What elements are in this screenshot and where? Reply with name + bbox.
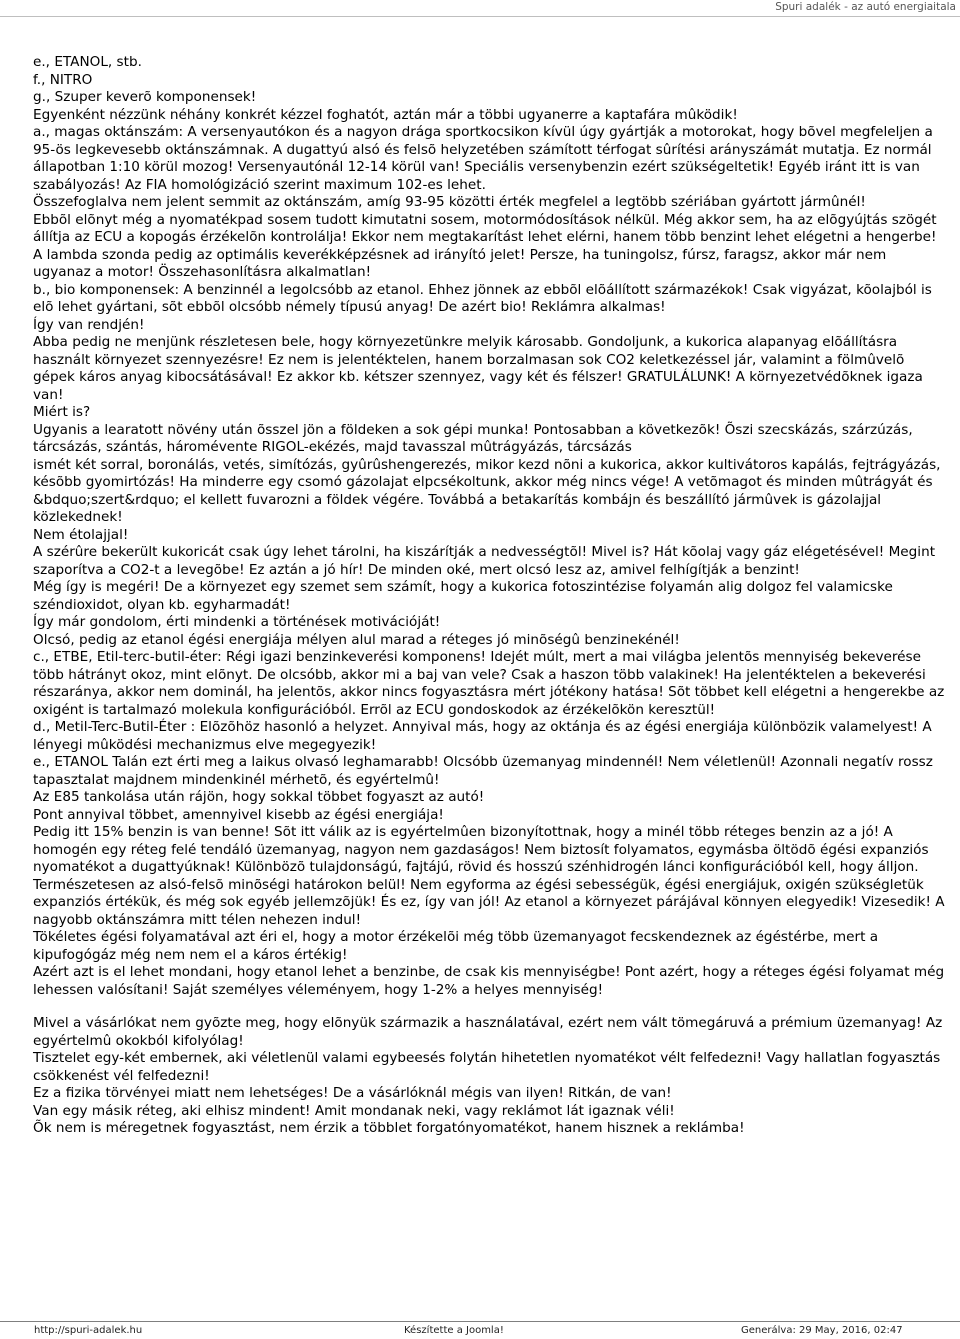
paragraph: Nem étolajjal! — [33, 526, 129, 543]
page-header — [0, 0, 960, 17]
paragraph: d., Metil-Terc-Butil-Éter : Elõzõhöz hasonló a helyzet. Annyival más, hogy az oktánja és az égési energiája különbözik valamelyest! A lényegi mûködési mechanizmus elve megegyezik! — [33, 719, 932, 753]
paragraph: Még így is megéri! De a környezet egy szemet sem számít, hogy a kukorica fotoszintézise folyamán alig dolgoz fel valamicske széndioxidot, olyan kb. egyharmadát! — [33, 579, 893, 613]
article-body — [33, 54, 948, 1138]
header-title: Spuri adalék - az autó energiaitala — [775, 1, 956, 13]
paragraph: Mivel a vásárlókat nem gyõzte meg, hogy elõnyük származik a használatával, ezért nem vált tömegáruvá a prémium üzemanyag! Az egyértelmû okokból kifolyólag! — [33, 1015, 943, 1049]
paragraph: Így van rendjén! — [33, 316, 145, 333]
paragraph: Összefoglalva nem jelent semmit az oktánszám, amíg 93-95 közötti érték megfelel a legtöbb szériában gyártott jármûnél! — [33, 194, 866, 210]
paragraph: Tökéletes égési folyamatával azt éri el, hogy a motor érzékelõi még több üzemanyagot fecskendeznek az égéstérbe, mert a kipufogógáz még nem nem el a káros értékig! — [33, 929, 879, 963]
paragraph: Õk nem is méregetnek fogyasztást, nem érzik a többlet forgatónyomatékot, hanem hisznek a reklámba! — [33, 1120, 745, 1136]
footer-credit: Készítette a Joomla! — [404, 1325, 504, 1336]
paragraph: e., ETANOL Talán ezt érti meg a laikus olvasó leghamarabb! Olcsóbb üzemanyag mindennél! Nem véletlenül! Azonnali negatív rossz tapasztalat majdnem mindenkinél mérhetõ, és egyértelmû! — [33, 754, 933, 788]
paragraph-spacer — [33, 999, 948, 1015]
paragraph: f., NITRO — [33, 71, 93, 88]
page-footer — [0, 1321, 960, 1339]
paragraph: Ugyanis a learatott növény után õsszel jön a földeken a sok gépi munka! Pontosabban a következõk! Õszi szecskázás, szárzúzás, tárcsázás, szántás, háromévente RIGOL-ekézés, majd tavasszal mûtrágyázás, tárcsázás — [33, 421, 913, 455]
paragraph: Ebbõl elõnyt még a nyomatékpad sosem tudott kimutatni sosem, motormódosítások nélkül. Még akkor sem, ha az elõgyújtás szögét állítja az ECU a kopogás érzékelõn kontrolálja! Ekkor nem megtakarítást lehet elérni, hanem több benzint lehet elégetni a hengerbe! A lambda szonda pedig az optimális keverékképzésnek ad irányító jelet! Persze, ha tuningolsz, fúrsz, faragsz, akkor már nem ugyanaz a motor! Összehasonlításra alkalmatlan! — [33, 211, 937, 280]
paragraph: Miért is? — [33, 404, 91, 420]
footer-url: http://spuri-adalek.hu — [34, 1325, 143, 1336]
paragraph: Azért azt is el lehet mondani, hogy etanol lehet a benzinbe, de csak kis mennyiségbe! Pont azért, hogy a réteges égési folyamat még lehessen valósítani! Saját személyes véleményem, hogy 1-2% a helyes mennyiség! — [33, 964, 945, 998]
paragraph: ismét két sorral, boronálás, vetés, simítózás, gyûrûshengerezés, mikor kezd nõni a kukorica, akkor kultivátoros kapálás, fejtrágyázás, késõbb gyomirtózás! Ha minderre egy csomó gázolajat elpcsékoltunk, akkor még nincs vége! A vetõmagot és minden mûtrágyát és &bdquo;szert&rdquo; el kellett fuvarozni a földek végére. Továbbá a betakarítás kombájn és beszállító jármûvek is gázolajjal közlekednek! — [33, 456, 941, 525]
paragraph: Egyenként nézzünk néhány konkrét kézzel foghatót, aztán már a többi ugyanerre a kaptafára mûködik! — [33, 106, 738, 123]
footer-generated: Generálva: 29 May, 2016, 02:47 — [741, 1325, 903, 1336]
paragraph: Pedig itt 15% benzin is van benne! Sõt itt válik az is egyértelmûen bizonyítottnak, hogy a minél több réteges benzin az a jó! A homogén egy réteg felé tendáló üzemanyag, nagyon nem gazdaságos! Nem biztosít folyamatos, egymásba öltödõ égési expanziós nyomatékot a dugattyúknak! Különbözõ tulajdonságú, fajtájú, rövid és hosszú szénhidrogén lánci konfigurációból kell, hogy álljon. Természetesen az alsó-felsõ minõségi határokon belül! Nem egyforma az égési sebességük, égési energiájuk, oxigén szükségletük expanziós értékük, és még sok egyéb jellemzõjük! És ez, így van jól! Az etanol a környezet párájával könnyen elegyedik! Vizesedik! A nagyobb oktánszámra mitt télen nehezen indul! — [33, 824, 945, 928]
paragraph: Így már gondolom, érti mindenki a történések motivációját! — [33, 614, 441, 630]
paragraph: a., magas oktánszám: A versenyautókon és a nagyon drága sportkocsikon kívül úgy gyártják a motorokat, hogy bõvel megfeleljen a 95-ös legkevesebb oktánszámnak. A dugattyú alsó és felsõ helyzetében számított térfogat sûrítési arányszámát mutatja. Ez normál állapotban 1:10 körül mozog! Versenyautónál 12-14 körül van! Speciális versenybenzin ezért szükségeltetik! Egyéb iránt itt is van szabályozás! Az FIA homológizáció szerint maximum 102-es lehet. — [33, 124, 933, 193]
paragraph: A szérûre bekerült kukoricát csak úgy lehet tárolni, ha kiszárítják a nedvességtõl! Mivel is? Hát kõolaj vagy gáz elégetésével! Megint szaporítva a CO2-t a levegõbe! Ez aztán a jó hír! De minden oké, mert olcsó lesz az, amivel felhígítják a benzint! — [33, 544, 936, 578]
paragraph: Van egy másik réteg, aki elhisz mindent! Amit mondanak neki, vagy reklámot lát igaznak véli! — [33, 1102, 675, 1119]
paragraph: Az E85 tankolása után rájön, hogy sokkal többet fogyaszt az autó! — [33, 789, 485, 805]
paragraph: Pont annyival többet, amennyivel kisebb az égési energiája! — [33, 806, 444, 823]
paragraph: Abba pedig ne menjünk részletesen bele, hogy környezetünkre melyik károsabb. Gondoljunk, a kukorica alapanyag elõállításra használt környezet szennyezésre! Ez nem is jelentéktelen, hanem borzalmasan sok CO2 keletkezéssel jár, valamint a fölmûvelõ gépek káros anyag kibocsátásával! Ez akkor kb. kétszer szennyez, vagy két és félszer! GRATULÁLUNK! A környezetvédõknek igaza van! — [33, 334, 923, 403]
paragraph: c., ETBE, Etil-terc-butil-éter: Régi igazi benzinkeverési komponens! Idejét múlt, mert a mai világba jelentõs mennyiség bekeverése több hátrányt okoz, mint elõnyt. De olcsóbb, akkor mi a baj van vele? Csak a haszon több valakinek! Ha jelentéktelen a bekeverési részaránya, akkor nem dominál, ha jelentõs, akkor nincs fogyasztásra mért jótékony hatása! Sõt többet kell elégetni a hengerekbe az oxigént is tartalmazó molekula konfigurációból. Errõl az ECU gondoskodok az érzékelõkön keresztül! — [33, 649, 945, 718]
paragraph: b., bio komponensek: A benzinnél a legolcsóbb az etanol. Ehhez jönnek az ebbõl elõállított származékok! Csak vigyázat, kõolajból is elõ lehet gyártani, sõt ebbõl olcsóbb némely típusú anyag! De azért bio! Reklámra alkalmas! — [33, 281, 932, 315]
paragraph: Tisztelet egy-két embernek, aki véletlenül valami egybeesés folytán hihetetlen nyomatékot vélt felfedezni! Vagy hallatlan fogyasztás csökkenést vél felfedezni! — [33, 1050, 941, 1084]
paragraph: e., ETANOL, stb. — [33, 54, 142, 70]
paragraph: g., Szuper keverõ komponensek! — [33, 89, 257, 105]
paragraph: Olcsó, pedig az etanol égési energiája mélyen alul marad a réteges jó minõségû benzinekénél! — [33, 631, 680, 648]
paragraph: Ez a fizika törvényei miatt nem lehetséges! De a vásárlóknál mégis van ilyen! Ritkán, de van! — [33, 1085, 672, 1101]
